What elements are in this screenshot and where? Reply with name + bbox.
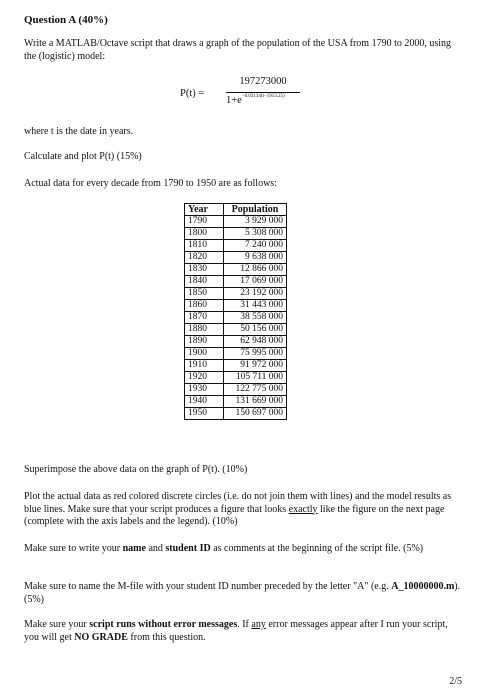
year-cell: 1850 (185, 288, 224, 300)
year-cell: 1890 (185, 336, 224, 348)
mfile-text-part1: Make sure to name the M-file with your student ID number preceded by the letter "A" (e.g. (24, 581, 392, 592)
table-row (185, 372, 287, 384)
year-cell: 1910 (185, 360, 224, 372)
year-cell: 1830 (185, 264, 224, 276)
actual-data-paragraph: Actual data for every decade from 1790 to 1950 are as follows: (24, 178, 277, 189)
errors-paragraph (24, 619, 464, 644)
year-cell: 1940 (185, 396, 224, 408)
population-cell: 31 443 000 (224, 300, 287, 312)
fraction-bar (226, 92, 300, 93)
population-cell: 3 929 000 (224, 216, 287, 228)
population-cell: 50 156 000 (224, 324, 287, 336)
where-paragraph: where t is the date in years. (24, 126, 134, 137)
year-cell: 1820 (185, 252, 224, 264)
formula-exponent: −0.03134(t−1913.25) (241, 94, 285, 99)
population-cell: 23 192 000 (224, 288, 287, 300)
year-cell: 1800 (185, 228, 224, 240)
population-cell: 9 638 000 (224, 252, 287, 264)
year-cell: 1870 (185, 312, 224, 324)
name-text-part3: as comments at the beginning of the script file. (5%) (210, 543, 424, 554)
population-cell: 5 308 000 (224, 228, 287, 240)
logistic-formula (180, 76, 340, 120)
year-cell: 1930 (185, 384, 224, 396)
errors-text-part3: error messages appear after I run your script, you will get (24, 619, 448, 643)
year-cell: 1920 (185, 372, 224, 384)
mfile-text-bold: A_10000000.m (391, 581, 455, 592)
year-cell: 1950 (185, 408, 224, 420)
plot-text-part2: like the figure on the next page (complete with the axis labels and the legend). (10%) (24, 503, 445, 527)
population-cell: 91 972 000 (224, 360, 287, 372)
formula-denominator-base: 1+e (226, 95, 242, 106)
errors-text-part2: . If (237, 619, 252, 630)
superimpose-paragraph: Superimpose the above data on the graph of P(t). (10%) (24, 464, 248, 475)
question-heading: Question A (40%) (24, 14, 108, 26)
mfile-paragraph (24, 581, 464, 606)
population-column-header: Population (224, 204, 287, 216)
table-row (185, 312, 287, 324)
table-row (185, 240, 287, 252)
name-text-bold2: student ID (165, 543, 211, 554)
population-table (184, 203, 287, 420)
table-row (185, 336, 287, 348)
name-paragraph (24, 543, 464, 556)
year-cell: 1880 (185, 324, 224, 336)
table-row (185, 348, 287, 360)
errors-text-underlined: any (251, 619, 266, 630)
year-column-header: Year (185, 204, 224, 216)
name-text-bold1: name (122, 543, 146, 554)
errors-text-bold2: NO GRADE (74, 631, 128, 643)
population-cell: 17 069 000 (224, 276, 287, 288)
formula-numerator: 197273000 (239, 76, 287, 87)
population-cell: 105 711 000 (224, 372, 287, 384)
calculate-paragraph: Calculate and plot P(t) (15%) (24, 151, 142, 162)
table-row (185, 408, 287, 420)
population-cell: 122 775 000 (224, 384, 287, 396)
population-cell: 150 697 000 (224, 408, 287, 420)
name-text-part2: and (145, 543, 166, 554)
table-row (185, 360, 287, 372)
formula-denominator (226, 95, 285, 106)
table-row (185, 252, 287, 264)
table-row (185, 396, 287, 408)
name-text-part1: Make sure to write your (24, 543, 123, 554)
errors-text-part4: from this question. (127, 631, 206, 643)
table-row (185, 288, 287, 300)
plot-paragraph (24, 491, 464, 529)
errors-text-bold1: script runs without error messages (89, 619, 238, 630)
table-row (185, 264, 287, 276)
plot-text-part1: Plot the actual data as red colored discrete circles (i.e. do not join them with lines) and the model results as blue lines. Make sure that your script produces a figure that looks (24, 491, 452, 515)
table-row (185, 300, 287, 312)
table-row (185, 276, 287, 288)
year-cell: 1840 (185, 276, 224, 288)
intro-paragraph: Write a MATLAB/Octave script that draws a graph of the population of the USA from 1790 to 2000, using the (logistic) model: (24, 38, 452, 62)
year-cell: 1810 (185, 240, 224, 252)
table-row (185, 216, 287, 228)
population-cell: 131 669 000 (224, 396, 287, 408)
table-row (185, 324, 287, 336)
table-body (185, 216, 287, 420)
population-cell: 12 866 000 (224, 264, 287, 276)
mfile-text-part2: ). (5%) (24, 581, 461, 605)
population-cell: 38 558 000 (224, 312, 287, 324)
table-row (185, 228, 287, 240)
table-header-row (185, 204, 287, 216)
year-cell: 1790 (185, 216, 224, 228)
plot-text-underlined: exactly (288, 503, 318, 515)
year-cell: 1900 (185, 348, 224, 360)
formula-lhs: P(t) = (180, 88, 205, 99)
errors-text-part1: Make sure your (24, 619, 90, 630)
population-cell: 75 995 000 (224, 348, 287, 360)
page-number: 2/5 (449, 676, 462, 687)
table-row (185, 384, 287, 396)
year-cell: 1860 (185, 300, 224, 312)
population-cell: 62 948 000 (224, 336, 287, 348)
population-cell: 7 240 000 (224, 240, 287, 252)
